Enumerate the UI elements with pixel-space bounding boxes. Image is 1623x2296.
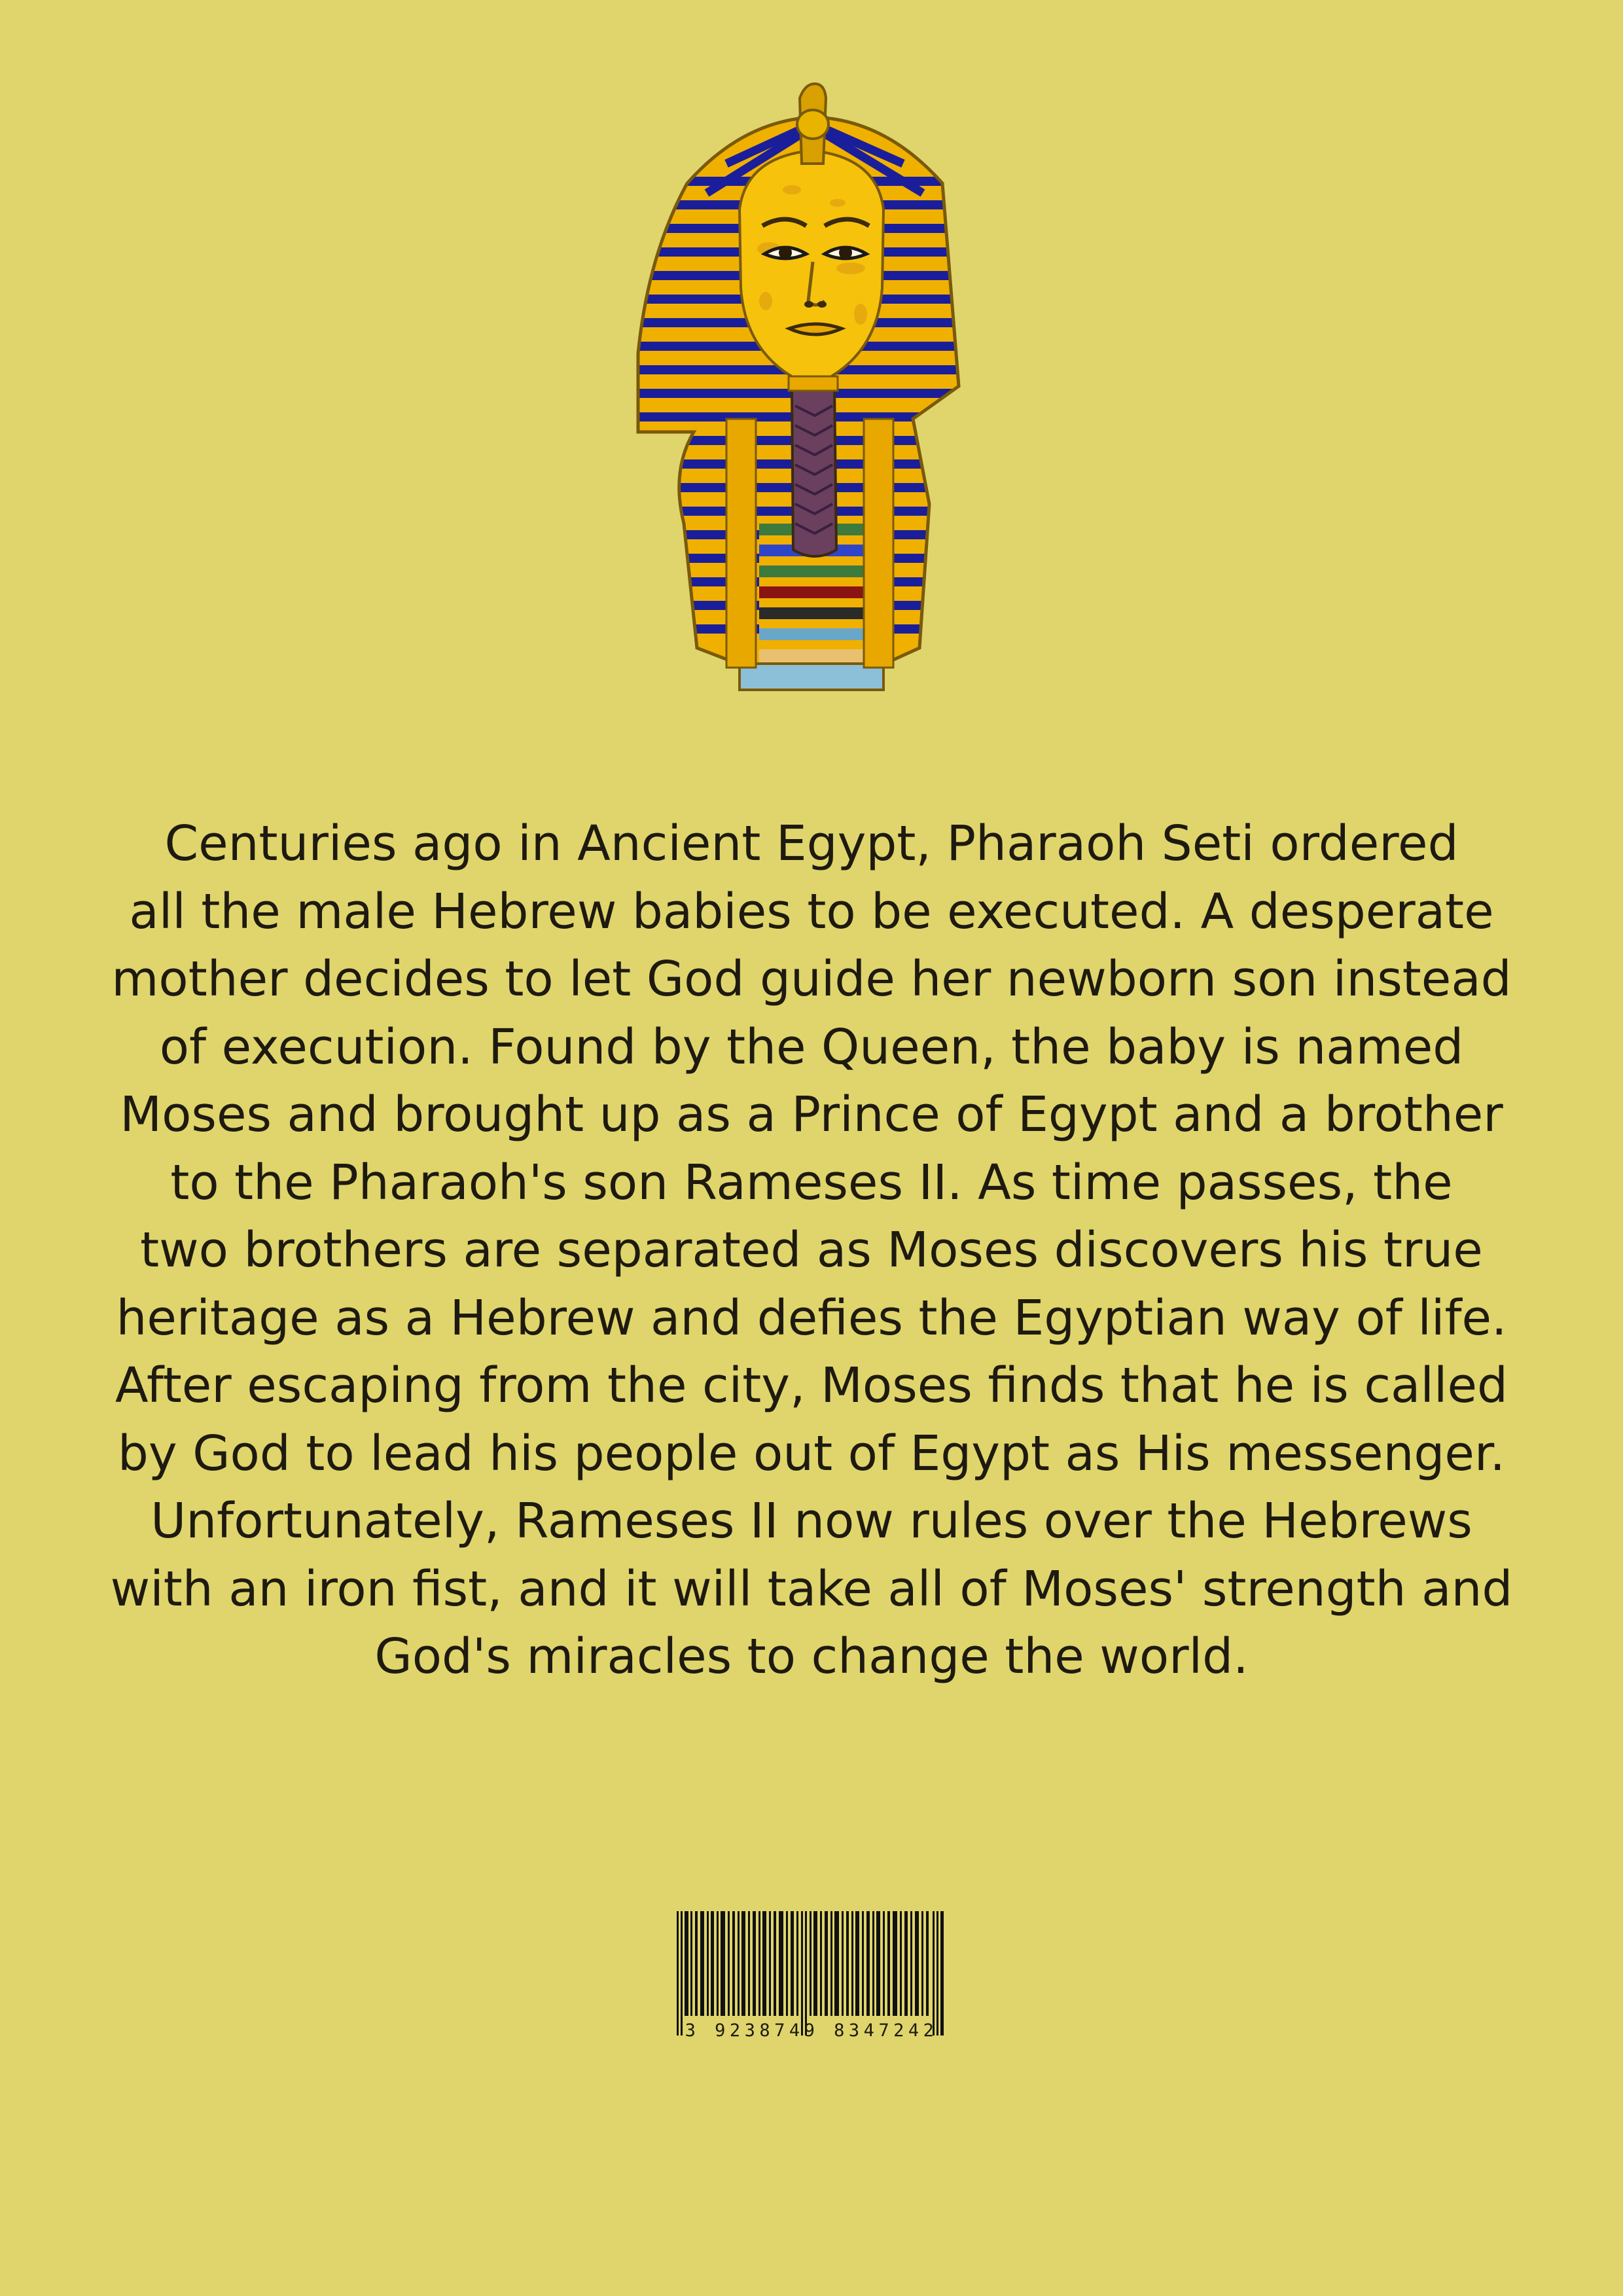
blurb-line: of execution. Found by the Queen, the baby is named <box>159 1018 1464 1075</box>
blurb-line: mother decides to let God guide her newborn son instead <box>111 951 1512 1007</box>
blurb-line: After escaping from the city, Moses finds that he is called <box>115 1357 1508 1414</box>
barcode-number: 3 9238749 8347242 <box>685 2020 938 2041</box>
blurb-line: to the Pharaoh's son Rameses II. As time passes, the <box>170 1154 1453 1211</box>
blurb-line: by God to lead his people out of Egypt as His messenger. <box>117 1425 1506 1482</box>
blurb-line: all the male Hebrew babies to be executed. A desperate <box>129 883 1494 940</box>
uraeus-cobra <box>797 84 829 164</box>
blurb-line: God's miracles to change the world. <box>374 1628 1249 1685</box>
blurb-line: heritage as a Hebrew and defies the Egyptian way of life. <box>116 1289 1507 1346</box>
back-cover-blurb <box>72 810 1551 1691</box>
blurb-line: with an iron fist, and it will take all of Moses' strength and <box>110 1560 1513 1617</box>
blurb-line: Centuries ago in Ancient Egypt, Pharaoh Seti ordered <box>164 816 1459 872</box>
blurb-line: two brothers are separated as Moses discovers his true <box>140 1222 1483 1278</box>
pharaoh-mask-icon <box>628 79 995 694</box>
blurb-line: Moses and brought up as a Prince of Egypt and a brother <box>120 1086 1503 1143</box>
false-beard <box>789 376 838 556</box>
blurb-line: Unfortunately, Rameses II now rules over the Hebrews <box>151 1493 1472 1549</box>
